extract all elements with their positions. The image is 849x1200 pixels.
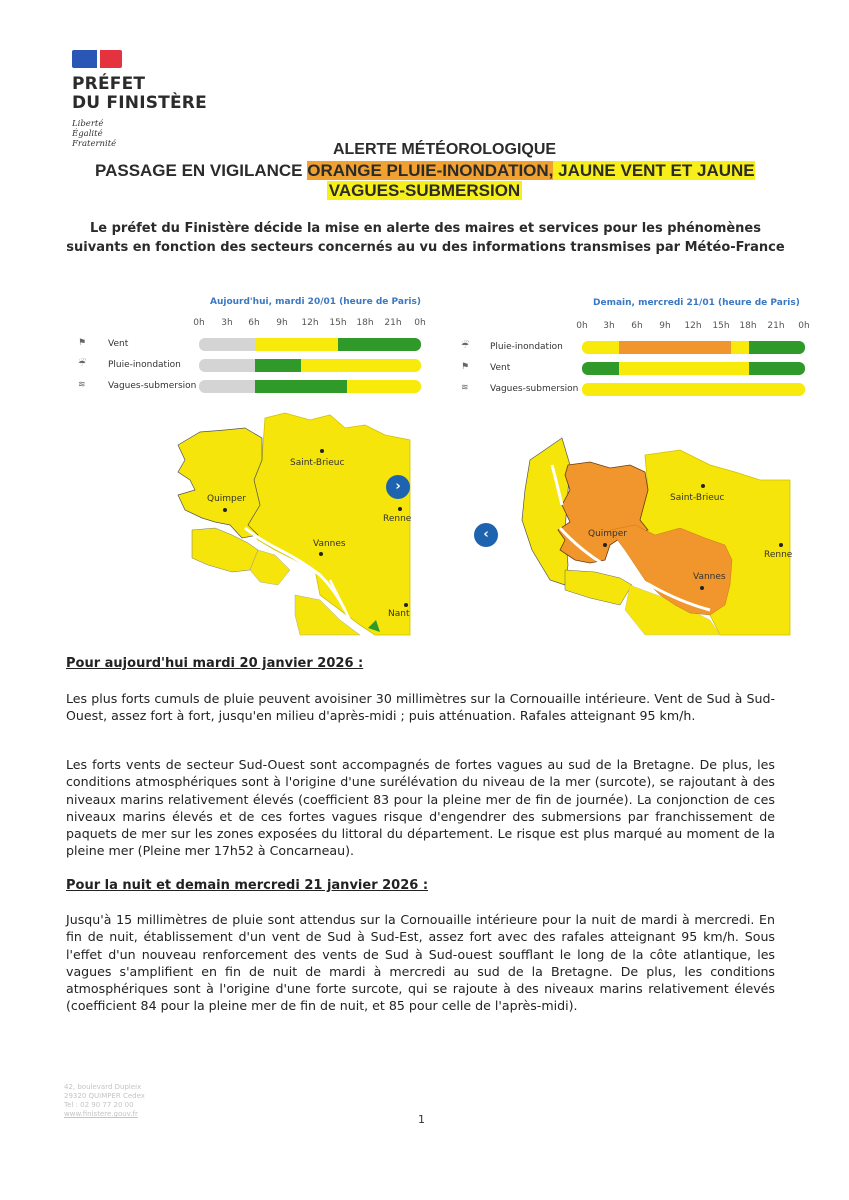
vigilance-row-vent: ⚑ Vent: [78, 338, 423, 352]
vigilance-bar: [199, 380, 421, 393]
wind-icon: ⚑: [78, 338, 87, 348]
prefecture-name: PRÉFET DU FINISTÈRE: [72, 74, 207, 113]
chart-title: Aujourd'hui, mardi 20/01 (heure de Paris): [210, 297, 421, 307]
vigilance-bar: [582, 341, 805, 354]
vigilance-subtitle: PASSAGE EN VIGILANCE ORANGE PLUIE-INONDATION, JAUNE VENT ET JAUNE: [95, 161, 755, 180]
city-marker: [779, 543, 783, 547]
city-label-quimper: Quimper: [588, 529, 628, 539]
city-label-vannes: Vannes: [313, 539, 346, 549]
yellow-highlight: JAUNE VENT ET JAUNE: [553, 161, 755, 180]
section-heading-today: Pour aujourd'hui mardi 20 janvier 2026 :: [66, 656, 364, 671]
city-marker: [700, 586, 704, 590]
vigilance-row-pluie-inondation: ☔ Pluie-inondation: [461, 341, 807, 355]
prefecture-logo: [72, 50, 207, 149]
city-marker: [320, 449, 324, 453]
marianne-flag-icon: [72, 50, 122, 68]
intro-statement: Le préfet du Finistère décide la mise en alerte des maires et services pour les phénomènes suivants en fonction des secteurs concernés au vu des informations transmises par Météo-France: [66, 221, 785, 255]
orange-highlight: ORANGE PLUIE-INONDATION,: [307, 161, 554, 180]
city-label-saint-brieuc: Saint-Brieuc: [670, 493, 725, 503]
next-map-button[interactable]: ›: [386, 475, 410, 499]
vigilance-row-vent: ⚑ Vent: [461, 362, 807, 376]
city-marker: [398, 507, 402, 511]
city-marker: [404, 603, 408, 607]
rain-flood-icon: ☔: [78, 359, 87, 369]
city-label-nantes: Nant: [388, 609, 410, 619]
paragraph-today-rain-wind: Les plus forts cumuls de pluie peuvent avoisiner 30 millimètres sur la Cornouaille intérieure. Vent de Sud à Sud-Ouest, assez fort à fort, jusqu'en milieu d'après-midi ; puis atténuation. Rafales atteignant 95 km/h.: [66, 691, 775, 724]
city-label-quimper: Quimper: [207, 494, 247, 504]
wind-icon: ⚑: [461, 362, 470, 372]
city-marker: [603, 543, 607, 547]
vigilance-map-tomorrow: [470, 410, 800, 640]
city-label-vannes: Vannes: [693, 572, 726, 582]
previous-map-button[interactable]: ‹: [474, 523, 498, 547]
city-marker: [319, 552, 323, 556]
paragraph-today-waves: Les forts vents de secteur Sud-Ouest sont accompagnés de fortes vagues au sud de la Bretagne. De plus, les conditions atmosphériques sont à l'origine d'une surélévation du niveau de la mer (surcote), se rajoutant à des niveaux marins relativement élevés (coefficient 83 pour la pleine mer de fin de journée). La conjonction de ces niveaux marins élevés et de ces fortes vagues risque d'engendrer des submersions par franchissement de paquets de mer sur les zones exposées du littoral du département. Le risque est plus marqué au moment de la pleine mer (Pleine mer 17h52 à Concarneau).: [66, 757, 775, 859]
waves-icon: ≋: [78, 380, 86, 390]
section-heading-tomorrow: Pour la nuit et demain mercredi 21 janvier 2026 :: [66, 878, 429, 893]
brittany-map-today: [170, 410, 420, 640]
paragraph-tomorrow: Jusqu'à 15 millimètres de pluie sont attendus sur la Cornouaille intérieure pour la nuit de mardi à mercredi. En fin de nuit, établissement d'un vent de Sud à Sud-Est, assez fort avec des rafales atteignant 95 km/h. Sous l'effet d'un nouveau renforcement des vents de Sud à Sud-ouest soufflant le long de la côte atlantique, les vagues s'amplifient en fin de nuit de mardi à mercredi au sud de la Bretagne. De plus, les conditions atmosphériques sont à l'origine d'une forte surcote, qui se rajoute à des niveaux marins relativement élevés (coefficient 84 pour la pleine mer de fin de nuit, et 85 pour celle de l'après-midi).: [66, 912, 775, 1014]
city-marker: [223, 508, 227, 512]
footer-address: 42, boulevard Dupleix 29320 QUIMPER Cedex Tel : 02 90 77 20 00 www.finistere.gouv.fr: [64, 1083, 145, 1118]
page-number: 1: [418, 1113, 425, 1126]
vigilance-row-vagues-submersion: ≋ Vagues-submersion: [461, 383, 807, 397]
chart-title: Demain, mercredi 21/01 (heure de Paris): [593, 298, 800, 308]
vigilance-row-pluie-inondation: ☔ Pluie-inondation: [78, 359, 423, 373]
city-label-rennes: Renne: [383, 514, 412, 524]
rain-flood-icon: ☔: [461, 341, 470, 351]
vigilance-bar: [582, 362, 805, 375]
city-label-rennes: Renne: [764, 550, 793, 560]
brittany-map-tomorrow: [470, 410, 800, 640]
website-link[interactable]: www.finistere.gouv.fr: [64, 1110, 138, 1118]
republic-motto: Liberté Égalité Fraternité: [72, 119, 117, 149]
city-marker: [701, 484, 705, 488]
alert-title: ALERTE MÉTÉOROLOGIQUE: [332, 141, 557, 158]
vigilance-bar: [199, 338, 421, 351]
vigilance-map-today: [170, 410, 420, 640]
vigilance-row-vagues-submersion: ≋ Vagues-submersion: [78, 380, 423, 394]
city-label-saint-brieuc: Saint-Brieuc: [290, 458, 345, 468]
waves-icon: ≋: [461, 383, 469, 393]
vigilance-subtitle-line2: VAGUES-SUBMERSION: [328, 181, 521, 200]
vigilance-bar: [582, 383, 805, 396]
vigilance-bar: [199, 359, 421, 372]
